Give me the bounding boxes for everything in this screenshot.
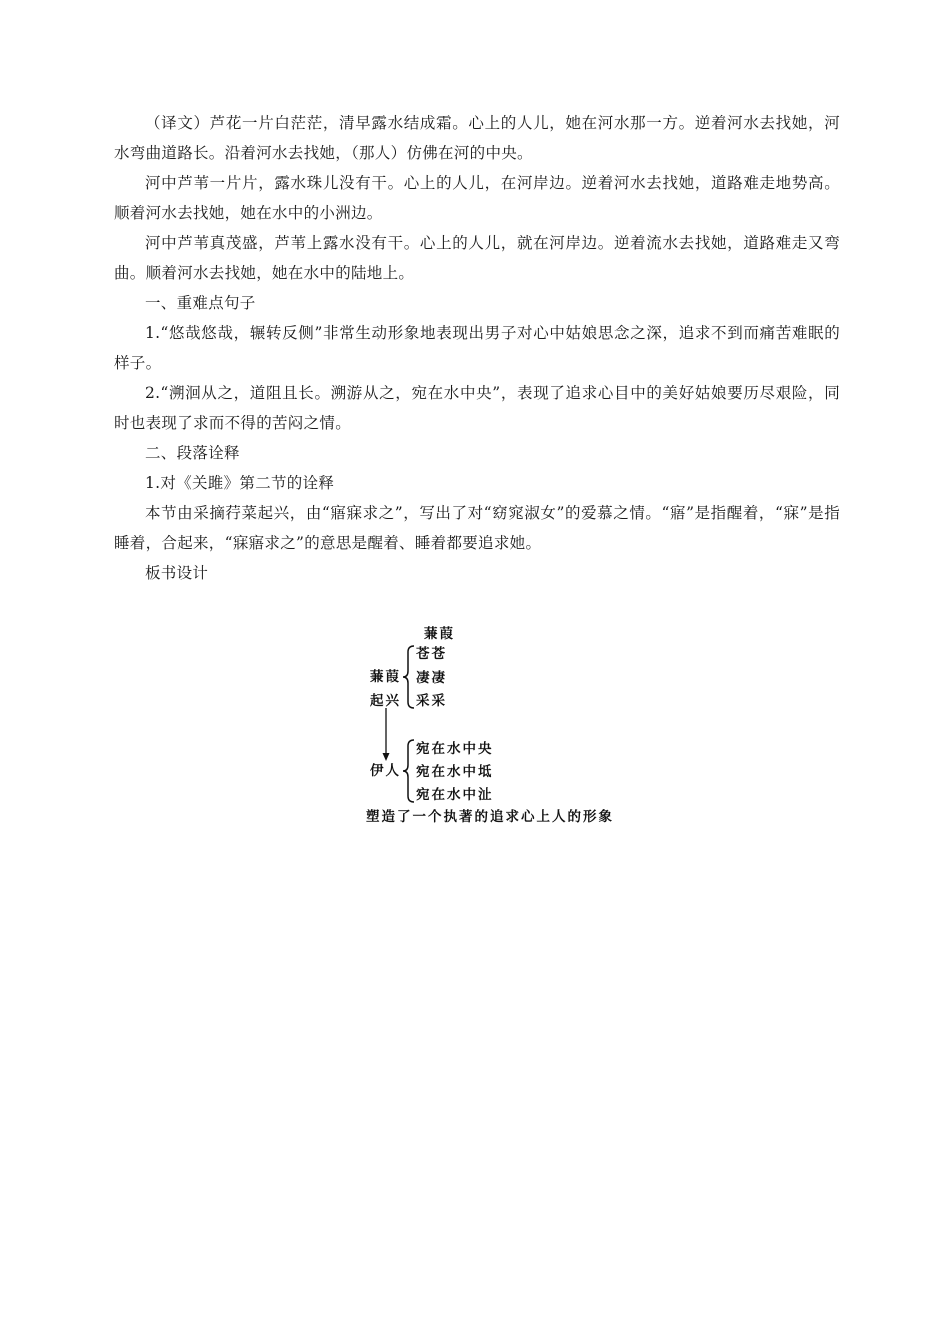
translation-paragraph-3: 河中芦苇真茂盛，芦苇上露水没有干。心上的人儿，就在河岸边。逆着流水去找她，道路难走又弯曲。顺着河水去找她，她在水中的陆地上。 xyxy=(114,234,840,282)
group2-item-3: 宛在水中沚 xyxy=(416,787,494,803)
diagram-summary: 塑造了一个执著的追求心上人的形象 xyxy=(366,809,614,825)
body-text xyxy=(114,108,840,588)
diagram-left-label-1: 蒹葭 xyxy=(370,669,401,685)
translation-paragraph-2: 河中芦苇一片片，露水珠儿没有干。心上的人儿，在河岸边。逆着河水去找她，道路难走地势高。顺着河水去找她，她在水中的小洲边。 xyxy=(114,174,840,222)
arrow-down-icon xyxy=(380,708,392,762)
blackboard-design-heading: 板书设计 xyxy=(145,564,209,582)
section-heading-paragraph-notes: 二、段落诠释 xyxy=(145,444,240,462)
group1-item-3: 采采 xyxy=(416,693,447,709)
group1-item-2: 凄凄 xyxy=(416,670,447,686)
brace-bottom-icon xyxy=(402,738,416,804)
group2-item-1: 宛在水中央 xyxy=(416,741,494,757)
key-sentence-2: 2.“溯洄从之，道阻且长。溯游从之，宛在水中央”，表现了追求心目中的美好姑娘要历尽艰险，同时也表现了求而不得的苦闷之情。 xyxy=(114,384,840,432)
section-heading-key-sentences: 一、重难点句子 xyxy=(145,294,256,312)
translation-paragraph-1: （译文）芦花一片白茫茫，清早露水结成霜。心上的人儿，她在河水那一方。逆着河水去找她，河水弯曲道路长。沿着河水去找她，（那人）仿佛在河的中央。 xyxy=(114,114,840,162)
blackboard-diagram xyxy=(360,614,660,834)
subheading-guanju-note: 1.对《关雎》第二节的诠释 xyxy=(145,474,335,492)
group2-item-2: 宛在水中坻 xyxy=(416,764,494,780)
diagram-left-label-3: 伊人 xyxy=(370,763,401,779)
guanju-note-paragraph: 本节由采摘荇菜起兴，由“寤寐求之”，写出了对“窈窕淑女”的爱慕之情。“寤”是指醒着，“寐”是指睡着，合起来，“寐寤求之”的意思是醒着、睡着都要追求她。 xyxy=(114,504,840,552)
group1-item-1: 苍苍 xyxy=(416,646,447,662)
diagram-left-label-2: 起兴 xyxy=(370,693,401,709)
key-sentence-1: 1.“悠哉悠哉，辗转反侧”非常生动形象地表现出男子对心中姑娘思念之深，追求不到而痛苦难眠的样子。 xyxy=(114,324,840,372)
brace-top-icon xyxy=(402,644,416,710)
diagram-title: 蒹葭 xyxy=(424,626,455,642)
